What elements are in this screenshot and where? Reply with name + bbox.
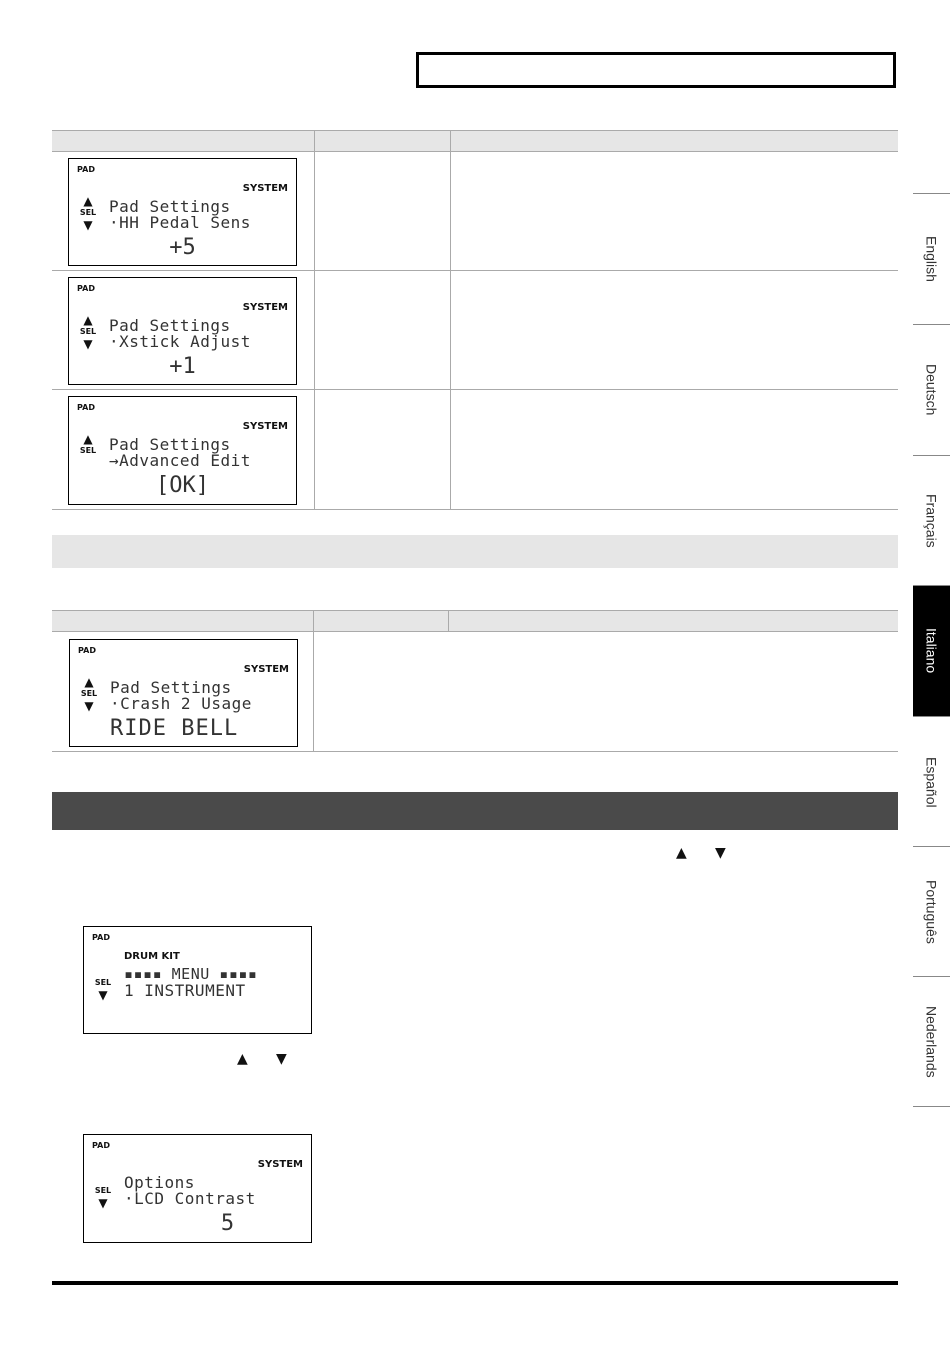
section-heading-band (52, 792, 898, 830)
tab-label: Português (923, 880, 940, 944)
lcd-mode-label: SYSTEM (242, 183, 288, 194)
lcd-line-2: ·HH Pedal Sens (109, 213, 251, 232)
up-arrow-icon: ▲ (83, 432, 93, 446)
lcd-xstick-adjust (68, 277, 297, 385)
lcd-sel-indicator (79, 314, 97, 350)
lcd-advanced-edit (68, 396, 297, 505)
table1-header (52, 130, 898, 152)
sel-label: SEL (79, 327, 97, 336)
tab-italiano[interactable] (913, 585, 950, 716)
page-header-box (416, 52, 896, 88)
lcd-sel-indicator (94, 1185, 112, 1209)
tab-label: Español (923, 756, 940, 808)
table1-col-divider-1 (314, 130, 315, 510)
down-arrow-icon: ▼ (84, 699, 94, 713)
lcd-mode-label: SYSTEM (242, 302, 288, 313)
lcd-pad-label: PAD (92, 1141, 110, 1150)
lcd-sel-indicator (94, 977, 112, 1001)
down-arrow-icon: ▼ (98, 988, 108, 1002)
sel-label: SEL (94, 1186, 112, 1195)
lcd-line-2: ·Crash 2 Usage (110, 694, 252, 713)
down-arrow-icon: ▼ (83, 218, 93, 232)
tab-label: Nederlands (923, 1006, 940, 1078)
table2-header (52, 610, 898, 632)
lcd-value: [OK] (156, 473, 209, 498)
sel-label: SEL (94, 978, 112, 987)
tab-label: Italiano (923, 628, 940, 674)
up-arrow-icon: ▲ (83, 313, 93, 327)
table1-row-divider-3 (52, 509, 898, 510)
lcd-value: RIDE BELL (110, 716, 239, 741)
lcd-line-1: Options (124, 1173, 195, 1192)
lcd-pad-label: PAD (78, 646, 96, 655)
tab-francais[interactable] (913, 455, 950, 586)
tab-label: Deutsch (923, 364, 940, 416)
down-arrow-icon: ▼ (276, 1051, 287, 1067)
lcd-drum-kit-menu (83, 926, 312, 1034)
lcd-sel-indicator (80, 676, 98, 712)
tab-label: English (923, 236, 940, 282)
up-arrow-icon: ▲ (676, 845, 687, 861)
tab-deutsch[interactable] (913, 324, 950, 455)
tab-nederlands[interactable] (913, 976, 950, 1107)
lcd-mode-label: SYSTEM (243, 664, 289, 675)
tab-portugues[interactable] (913, 846, 950, 977)
lcd-value: +5 (169, 235, 196, 260)
lcd-line-2: ·LCD Contrast (124, 1189, 256, 1208)
lcd-line-2: 1 INSTRUMENT (124, 981, 246, 1000)
lcd-mode-label: DRUM KIT (124, 951, 180, 962)
up-arrow-icon: ▲ (84, 675, 94, 689)
lcd-hh-pedal-sens (68, 158, 297, 266)
lcd-mode-label: SYSTEM (257, 1159, 303, 1170)
sel-label: SEL (79, 446, 97, 455)
up-arrow-icon: ▲ (83, 194, 93, 208)
down-arrow-icon: ▼ (83, 337, 93, 351)
lcd-sel-indicator (79, 195, 97, 231)
table1-row-divider-2 (52, 389, 898, 390)
tab-label: Français (923, 494, 940, 548)
footer-rule (52, 1281, 898, 1285)
lcd-line-1: ▪▪▪▪ MENU ▪▪▪▪ (124, 965, 258, 983)
table2-col-divider-1 (313, 610, 314, 751)
lcd-line-1: Pad Settings (109, 316, 231, 335)
table1-row-divider-1 (52, 270, 898, 271)
tabs-bottom-edge (913, 1106, 950, 1107)
lcd-sel-indicator (79, 433, 97, 457)
lcd-value: +1 (169, 354, 196, 379)
section-band (52, 535, 898, 568)
table2-row-divider (52, 751, 898, 752)
table2-col-divider-2 (448, 610, 449, 631)
sel-label: SEL (79, 208, 97, 217)
sel-label: SEL (80, 689, 98, 698)
lcd-line-2: →Advanced Edit (109, 451, 251, 470)
lcd-mode-label: SYSTEM (242, 421, 288, 432)
lcd-pad-label: PAD (77, 165, 95, 174)
down-arrow-icon: ▼ (98, 1196, 108, 1210)
lcd-line-2: ·Xstick Adjust (109, 332, 251, 351)
lcd-pad-label: PAD (77, 403, 95, 412)
lcd-line-1: Pad Settings (109, 197, 231, 216)
tab-espanol[interactable] (913, 716, 950, 847)
down-arrow-icon: ▼ (715, 845, 726, 861)
lcd-pad-label: PAD (77, 284, 95, 293)
lcd-line-1: Pad Settings (110, 678, 232, 697)
lcd-pad-label: PAD (92, 933, 110, 942)
up-arrow-icon: ▲ (237, 1051, 248, 1067)
lcd-line-1: Pad Settings (109, 435, 231, 454)
tab-english[interactable] (913, 193, 950, 324)
lcd-value: 5 (220, 1211, 235, 1236)
lcd-lcd-contrast (83, 1134, 312, 1243)
table1-col-divider-2 (450, 130, 451, 510)
lcd-crash2-usage (69, 639, 298, 747)
